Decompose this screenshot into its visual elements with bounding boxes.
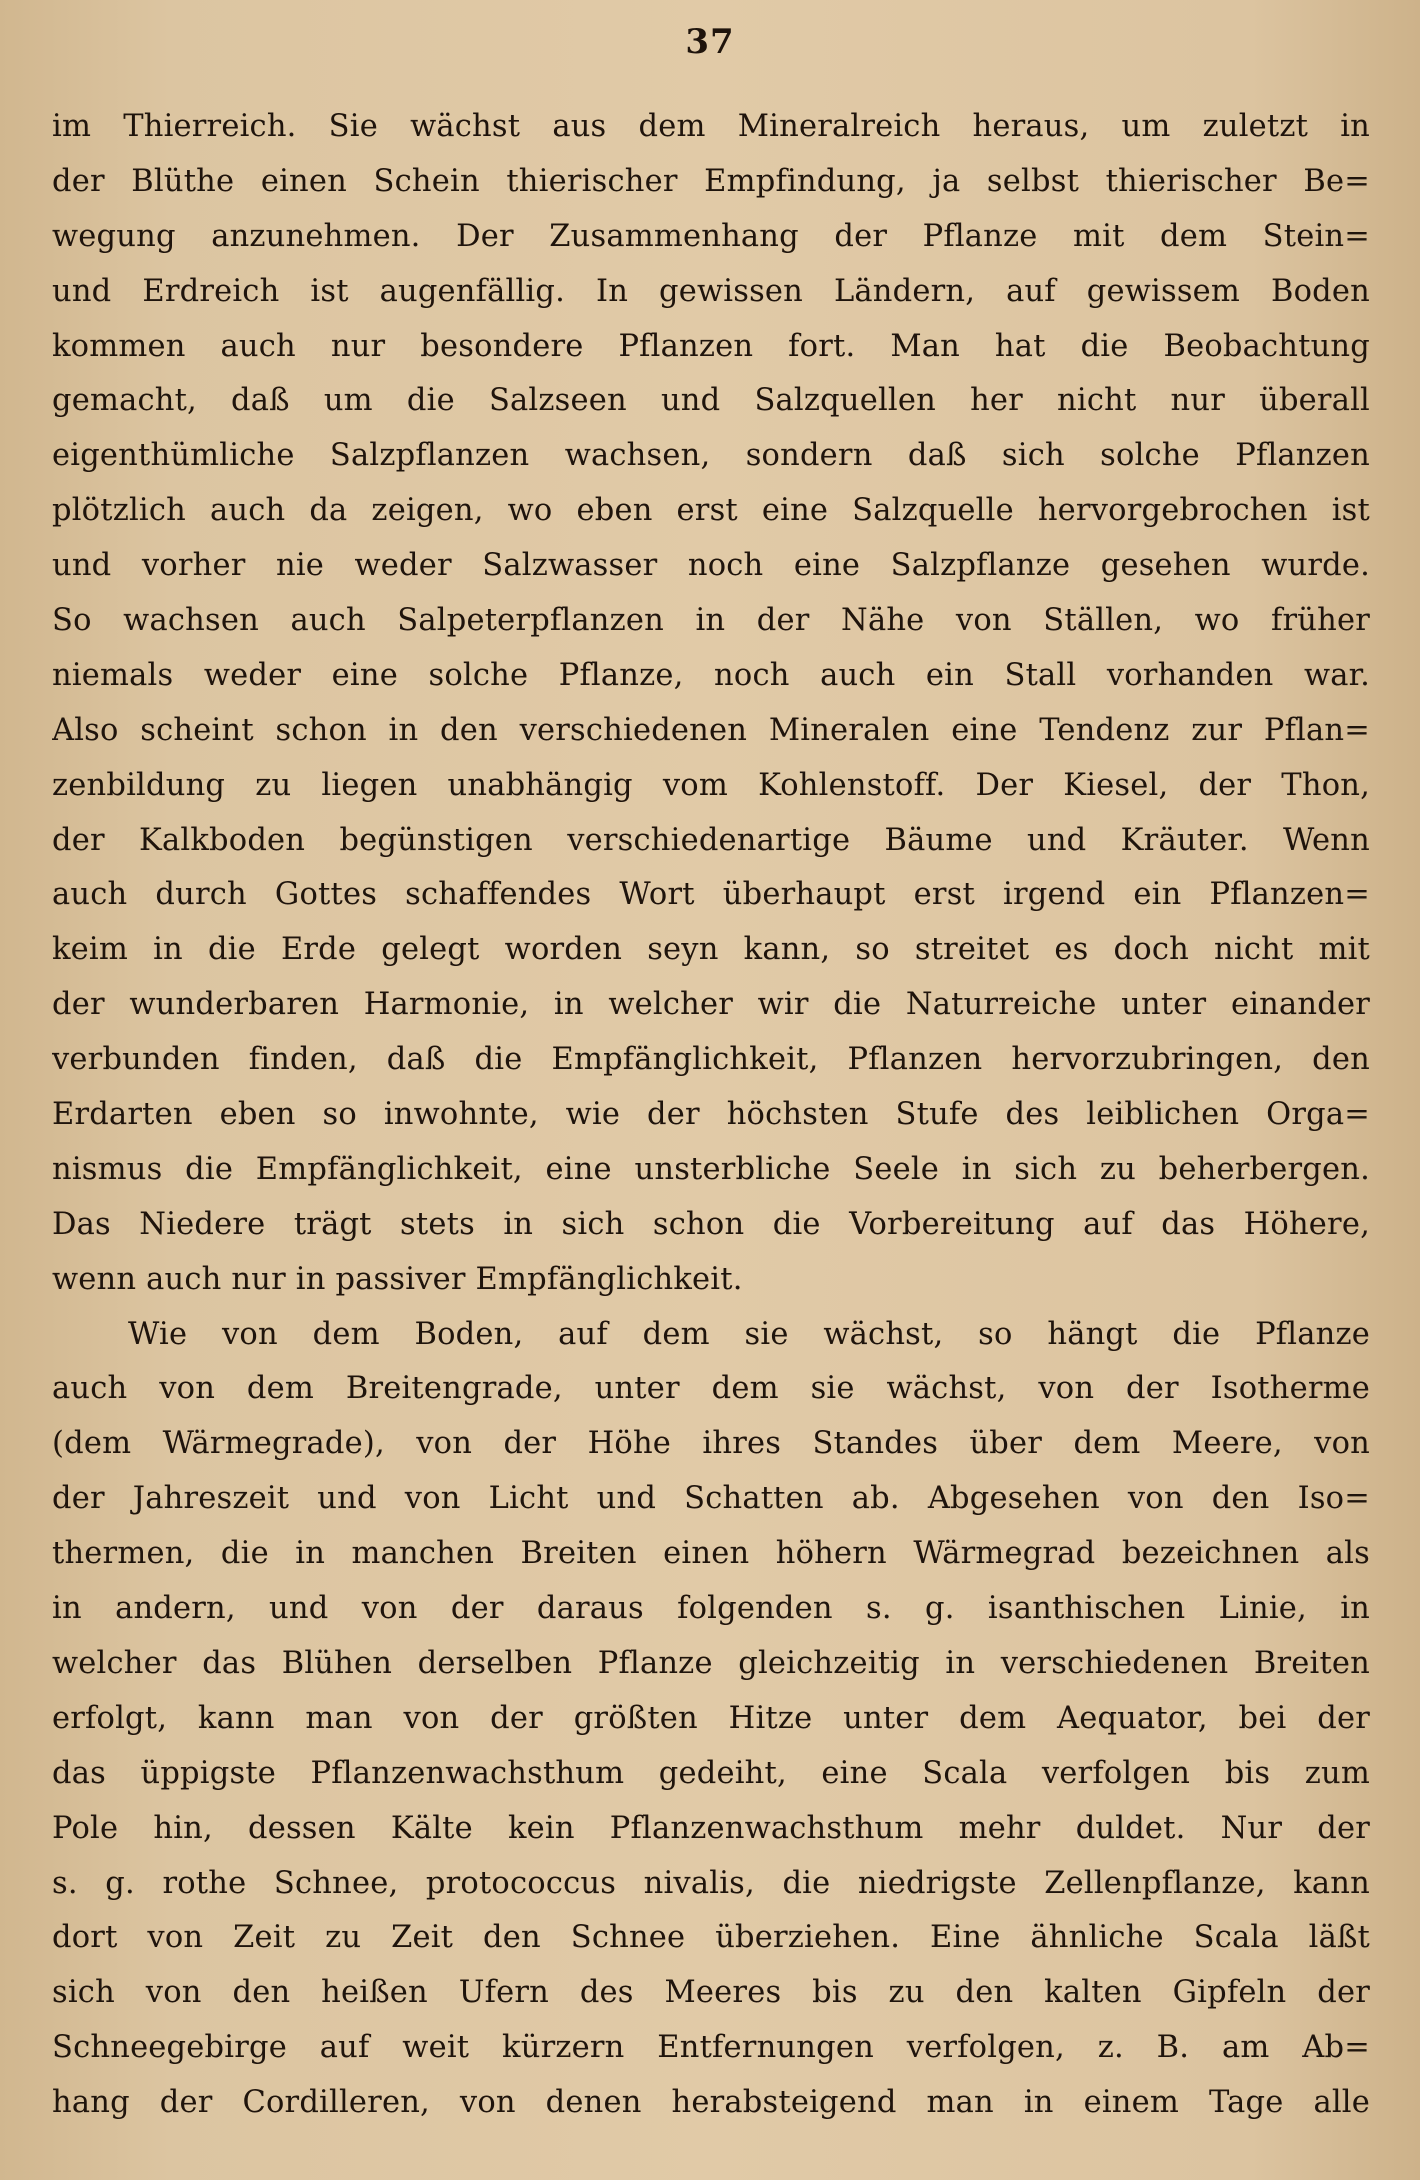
text-line: der Kalkboden begünstigen verschiedenartige Bäume und Kräuter. Wenn	[52, 822, 1370, 858]
text-line: Das Niedere trägt stets in sich schon die Vorbereitung auf das Höhere,	[52, 1206, 1370, 1242]
text-line: wegung anzunehmen. Der Zusammenhang der Pflanze mit dem Stein=	[52, 218, 1370, 254]
text-line: nismus die Empfänglichkeit, eine unsterbliche Seele in sich zu beherbergen.	[52, 1151, 1370, 1187]
text-line: in andern, und von der daraus folgenden s. g. isanthischen Linie, in	[52, 1591, 1370, 1627]
text-line: gemacht, daß um die Salzseen und Salzquellen her nicht nur überall	[52, 383, 1370, 419]
text-line: Also scheint schon in den verschiedenen Mineralen eine Tendenz zur Pflan=	[52, 712, 1370, 748]
text-line: im Thierreich. Sie wächst aus dem Mineralreich heraus, um zuletzt in	[52, 109, 1370, 144]
text-line: Wie von dem Boden, auf dem sie wächst, so hängt die Pflanze	[128, 1316, 1370, 1352]
text-line: s. g. rothe Schnee, protococcus nivalis, die niedrigste Zellenpflanze, kann	[52, 1865, 1370, 1901]
text-line: Schneegebirge auf weit kürzern Entfernungen verfolgen, z. B. am Ab=	[52, 2030, 1370, 2066]
text-line: auch von dem Breitengrade, unter dem sie wächst, von der Isotherme	[52, 1371, 1370, 1407]
text-line: wenn auch nur in passiver Empfänglichkeit.	[52, 1261, 743, 1297]
text-line: das üppigste Pflanzenwachsthum gedeiht, eine Scala verfolgen bis zum	[52, 1755, 1370, 1791]
text-line: der wunderbaren Harmonie, in welcher wir die Naturreiche unter einander	[52, 987, 1370, 1023]
text-line: welcher das Blühen derselben Pflanze gleichzeitig in verschiedenen Breiten	[52, 1645, 1370, 1681]
text-line: Pole hin, dessen Kälte kein Pflanzenwachsthum mehr duldet. Nur der	[52, 1810, 1370, 1846]
text-line: zenbildung zu liegen unabhängig vom Kohlenstoff. Der Kiesel, der Thon,	[52, 767, 1370, 803]
text-line: und vorher nie weder Salzwasser noch eine Salzpflanze gesehen wurde.	[52, 548, 1370, 584]
text-line: niemals weder eine solche Pflanze, noch auch ein Stall vorhanden war.	[52, 657, 1370, 693]
text-line: (dem Wärmegrade), von der Höhe ihres Standes über dem Meere, von	[52, 1426, 1370, 1462]
text-line: erfolgt, kann man von der größten Hitze unter dem Aequator, bei der	[52, 1700, 1370, 1736]
text-line: der Jahreszeit und von Licht und Schatten ab. Abgesehen von den Iso=	[52, 1481, 1370, 1517]
text-line: thermen, die in manchen Breiten einen höhern Wärmegrad bezeichnen als	[52, 1536, 1370, 1572]
text-line: auch durch Gottes schaffendes Wort überhaupt erst irgend ein Pflanzen=	[52, 877, 1370, 913]
text-line: keim in die Erde gelegt worden seyn kann, so streitet es doch nicht mit	[52, 932, 1370, 968]
text-line: eigenthümliche Salzpflanzen wachsen, sondern daß sich solche Pflanzen	[52, 438, 1370, 474]
text-line: sich von den heißen Ufern des Meeres bis zu den kalten Gipfeln der	[52, 1975, 1370, 2011]
text-line: kommen auch nur besondere Pflanzen fort. Man hat die Beobachtung	[52, 328, 1370, 364]
body-text	[52, 100, 1370, 2131]
text-line: hang der Cordilleren, von denen herabsteigend man in einem Tage alle	[52, 2085, 1370, 2121]
text-line: und Erdreich ist augenfällig. In gewissen Ländern, auf gewissem Boden	[52, 273, 1370, 309]
text-line: verbunden finden, daß die Empfänglichkeit, Pflanzen hervorzubringen, den	[52, 1042, 1370, 1078]
page-number: 37	[685, 22, 735, 62]
text-line: Erdarten eben so inwohnte, wie der höchsten Stufe des leiblichen Orga=	[52, 1097, 1370, 1133]
text-line: plötzlich auch da zeigen, wo eben erst eine Salzquelle hervorgebrochen ist	[52, 493, 1370, 529]
text-line: dort von Zeit zu Zeit den Schnee überziehen. Eine ähnliche Scala läßt	[52, 1920, 1370, 1956]
text-line: der Blüthe einen Schein thierischer Empfindung, ja selbst thierischer Be=	[52, 163, 1370, 199]
text-line: So wachsen auch Salpeterpflanzen in der Nähe von Ställen, wo früher	[52, 603, 1370, 639]
